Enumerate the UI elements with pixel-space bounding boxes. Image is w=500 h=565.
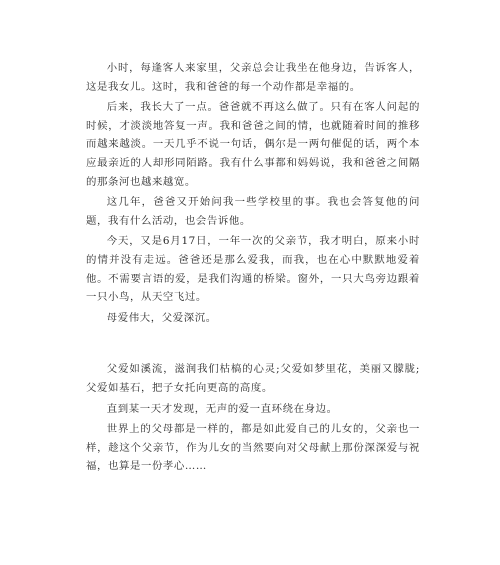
paragraph-mother-father-love: 母爱伟大，父爱深沉。 xyxy=(106,311,217,324)
paragraph-childhood: 小时，每逢客人来家里，父亲总会让我坐在他身边，告诉客人，这是我女儿。这时，我和爸爸的每一个动作都是幸福的。 xyxy=(86,62,420,93)
document-body xyxy=(86,59,420,476)
paragraph-father-love-metaphors: 父爱如溪流，滋润我们枯槁的心灵;父爱如梦里花，美丽又朦胧;父爱如基石，把子女托向更高的高度。 xyxy=(86,363,420,394)
paragraph-silent-love: 直到某一天才发现，无声的爱一直环绕在身边。 xyxy=(106,402,338,415)
paragraph-growing-apart: 后来，我长大了一点。爸爸就不再这么做了。只有在客人问起的时候，才淡淡地答复一声。我和爸爸之间的情，也就随着时间的推移而越来越淡。一天几乎不说一句话，偶尔是一两句催促的话，两个本应最亲近的人却形同陌路。我有什么事都和妈妈说，我和爸爸之间隔的那条河也越来越宽。 xyxy=(86,101,420,188)
paragraph-filial-piety: 世界上的父母都是一样的，都是如此爱自己的儿女的，父亲也一样，趁这个父亲节，作为儿女的当然要向对父母献上那份深深爱与祝福，也算是一份孝心…… xyxy=(86,423,420,473)
paragraph-recent-years: 这几年，爸爸又开始问我一些学校里的事。我也会答复他的问题，我有什么活动，也会告诉他。 xyxy=(86,196,420,227)
paragraph-fathers-day: 今天，又是6月17日，一年一次的父亲节，我才明白，原来小时的情并没有走远。爸爸还是那么爱我，而我，也在心中默默地爱着他。不需要言语的爱，是我们沟通的桥梁。窗外，一只大鸟旁边跟着一只小鸟，从天空飞过。 xyxy=(86,235,420,304)
